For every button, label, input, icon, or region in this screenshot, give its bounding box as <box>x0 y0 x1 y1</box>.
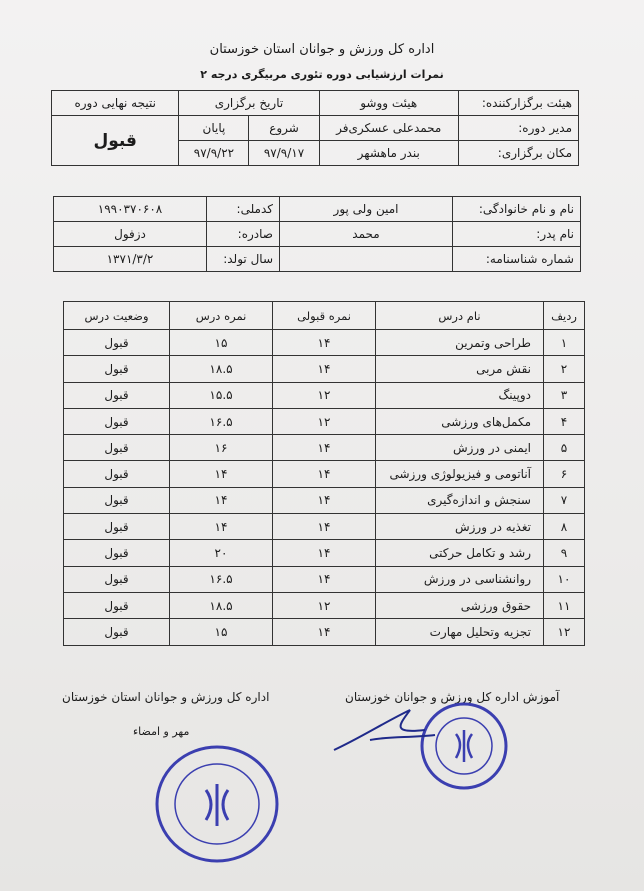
pass-score: ۱۴ <box>273 566 376 592</box>
course-status: قبول <box>64 408 170 434</box>
organizer-value: هیئت ووشو <box>319 91 458 116</box>
table-row <box>64 435 585 461</box>
course-score: ۱۶.۵ <box>170 566 273 592</box>
course-status: قبول <box>64 435 170 461</box>
table-row <box>64 356 585 382</box>
table-row <box>64 408 585 434</box>
place-label: مکان برگزاری: <box>458 141 578 166</box>
course-score: ۱۸.۵ <box>170 356 273 382</box>
pass-score: ۱۴ <box>273 540 376 566</box>
issued-label: صادره: <box>207 222 280 247</box>
table-row <box>64 461 585 487</box>
col-course-name: نام درس <box>376 302 544 330</box>
pass-score: ۱۴ <box>273 461 376 487</box>
course-score: ۱۸.۵ <box>170 592 273 618</box>
manager-value: محمدعلی عسکری‌فر <box>319 116 458 141</box>
birth-value: ۱۳۷۱/۳/۲ <box>54 247 207 272</box>
national-id-label: کدملی: <box>207 197 280 222</box>
start-label: شروع <box>249 116 319 141</box>
pass-score: ۱۴ <box>273 356 376 382</box>
table-row <box>64 514 585 540</box>
manager-label: مدیر دوره: <box>458 116 578 141</box>
row-number: ۳ <box>544 382 585 408</box>
course-status: قبول <box>64 619 170 645</box>
start-date: ۹۷/۹/۱۷ <box>249 141 319 166</box>
grades-header-row <box>64 302 585 330</box>
course-score: ۱۴ <box>170 514 273 540</box>
final-result: قبول <box>52 116 179 166</box>
personal-info-table <box>53 196 581 272</box>
course-score: ۱۵ <box>170 330 273 356</box>
course-score: ۱۶.۵ <box>170 408 273 434</box>
end-label: پایان <box>179 116 249 141</box>
course-name: حقوق ورزشی <box>376 592 544 618</box>
national-id-value: ۱۹۹۰۳۷۰۶۰۸ <box>54 197 207 222</box>
pass-score: ۱۲ <box>273 382 376 408</box>
table-row <box>64 487 585 513</box>
course-name: دوپینگ <box>376 382 544 408</box>
course-status: قبول <box>64 356 170 382</box>
pass-score: ۱۴ <box>273 619 376 645</box>
course-name: روانشناسی در ورزش <box>376 566 544 592</box>
course-status: قبول <box>64 540 170 566</box>
table-row <box>64 330 585 356</box>
row-number: ۷ <box>544 487 585 513</box>
course-status: قبول <box>64 514 170 540</box>
course-status: قبول <box>64 592 170 618</box>
pass-score: ۱۴ <box>273 514 376 540</box>
course-info-table <box>51 90 579 166</box>
course-status: قبول <box>64 382 170 408</box>
course-status: قبول <box>64 330 170 356</box>
course-status: قبول <box>64 566 170 592</box>
course-name: سنجش و اندازه‌گیری <box>376 487 544 513</box>
course-score: ۱۶ <box>170 435 273 461</box>
father-value: محمد <box>280 222 453 247</box>
table-row <box>64 592 585 618</box>
pass-score: ۱۲ <box>273 408 376 434</box>
grades-table <box>63 301 585 646</box>
course-score: ۲۰ <box>170 540 273 566</box>
pass-score: ۱۲ <box>273 592 376 618</box>
date-label: تاریخ برگزاری <box>179 91 319 116</box>
org-title: اداره کل ورزش و جوانان استان خوزستان <box>209 42 435 57</box>
course-name: نقش مربی <box>376 356 544 382</box>
course-score: ۱۴ <box>170 461 273 487</box>
pass-score: ۱۴ <box>273 487 376 513</box>
course-status: قبول <box>64 461 170 487</box>
col-row-number: ردیف <box>544 302 585 330</box>
course-name: مکمل‌های ورزشی <box>376 408 544 434</box>
course-score: ۱۴ <box>170 487 273 513</box>
seal-signature-label: مهر و امضاء <box>133 725 190 738</box>
course-name: رشد و تکامل حرکتی <box>376 540 544 566</box>
row-number: ۱۰ <box>544 566 585 592</box>
organizer-label: هیئت برگزارکننده: <box>458 91 578 116</box>
row-number: ۹ <box>544 540 585 566</box>
col-status: وضعیت درس <box>64 302 170 330</box>
birth-label: سال تولد: <box>207 247 280 272</box>
table-row <box>64 619 585 645</box>
course-name: تغذیه در ورزش <box>376 514 544 540</box>
row-number: ۵ <box>544 435 585 461</box>
course-status: قبول <box>64 487 170 513</box>
id-number-value <box>280 247 453 272</box>
round-stamp-icon <box>152 742 282 867</box>
place-value: بندر ماهشهر <box>319 141 458 166</box>
course-score: ۱۵ <box>170 619 273 645</box>
education-dept-signature-label: آموزش اداره کل ورزش و جوانان خوزستان <box>345 690 560 704</box>
result-label: نتیجه نهایی دوره <box>52 91 179 116</box>
course-name: ایمنی در ورزش <box>376 435 544 461</box>
row-number: ۸ <box>544 514 585 540</box>
row-number: ۴ <box>544 408 585 434</box>
pass-score: ۱۴ <box>273 330 376 356</box>
directorate-signature-label: اداره کل ورزش و جوانان استان خوزستان <box>62 690 270 704</box>
signature-scribble-icon <box>330 700 440 760</box>
row-number: ۲ <box>544 356 585 382</box>
table-row <box>64 382 585 408</box>
course-name: طراحی وتمرین <box>376 330 544 356</box>
name-value: امین ولی پور <box>280 197 453 222</box>
row-number: ۱۱ <box>544 592 585 618</box>
course-score: ۱۵.۵ <box>170 382 273 408</box>
course-name: آناتومی و فیزیولوژی ورزشی <box>376 461 544 487</box>
row-number: ۱ <box>544 330 585 356</box>
issued-value: دزفول <box>54 222 207 247</box>
col-pass-score: نمره قبولی <box>273 302 376 330</box>
row-number: ۶ <box>544 461 585 487</box>
course-name: تجزیه وتحلیل مهارت <box>376 619 544 645</box>
father-label: نام پدر: <box>453 222 581 247</box>
pass-score: ۱۴ <box>273 435 376 461</box>
table-row <box>64 540 585 566</box>
table-row <box>64 566 585 592</box>
col-course-score: نمره درس <box>170 302 273 330</box>
row-number: ۱۲ <box>544 619 585 645</box>
id-number-label: شماره شناسنامه: <box>453 247 581 272</box>
end-date: ۹۷/۹/۲۲ <box>179 141 249 166</box>
doc-subtitle: نمرات ارزشیابی دوره تئوری مربیگری درجه ۲ <box>200 68 444 81</box>
name-label: نام و نام خانوادگی: <box>453 197 581 222</box>
